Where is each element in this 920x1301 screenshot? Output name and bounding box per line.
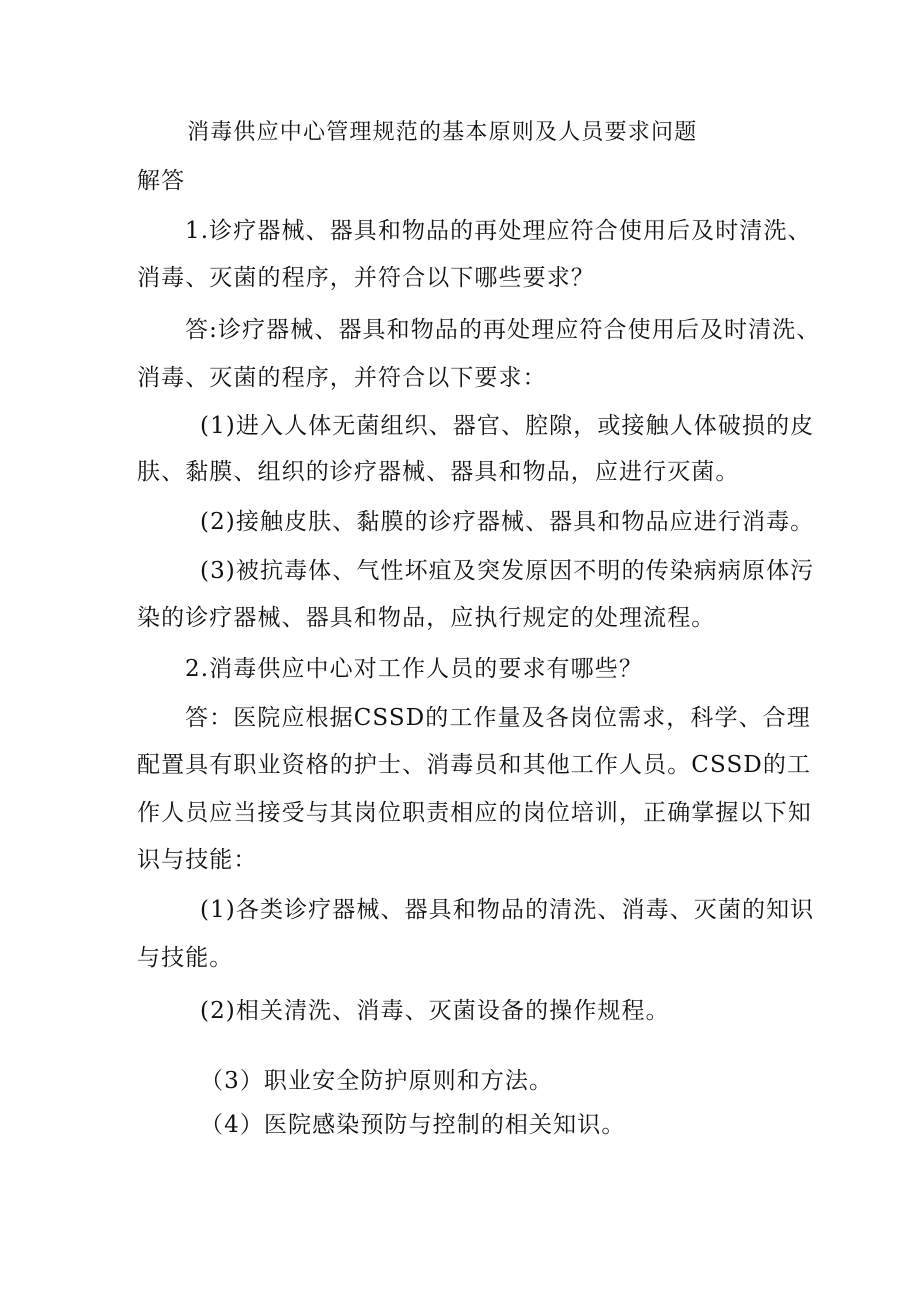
q1-item-1-line-1: (1)进入人体无菌组织、器官、腔隙，或接触人体破损的皮: [200, 413, 815, 439]
q1-item-2-line-1: (2)接触皮肤、黏膜的诊疗器械、器具和物品应进行消毒。: [200, 509, 815, 535]
q2-item-3-line-1: （3）职业安全防护原则和方法。: [200, 1068, 554, 1094]
q2-answer-line-4: 识与技能：: [137, 847, 258, 873]
q1-answer-line-2: 消毒、灭菌的程序，并符合以下要求：: [137, 365, 547, 391]
q2-question-line-1: 2.消毒供应中心对工作人员的要求有哪些？: [185, 656, 643, 682]
q2-answer-line-2: 配置具有职业资格的护士、消毒员和其他工作人员。CSSD的工: [137, 752, 812, 778]
q1-item-1-line-2: 肤、黏膜、组织的诊疗器械、器具和物品，应进行灭菌。: [137, 459, 740, 485]
q1-question-line-1: 1.诊疗器械、器具和物品的再处理应符合使用后及时清洗、: [185, 218, 812, 244]
q1-item-3-line-2: 染的诊疗器械、器具和物品，应执行规定的处理流程。: [137, 605, 716, 631]
q2-answer-line-3: 作人员应当接受与其岗位职责相应的岗位培训，正确掌握以下知: [137, 800, 812, 826]
document-title: 消毒供应中心管理规范的基本原则及人员要求问题: [187, 120, 698, 145]
section-label: 解答: [137, 168, 186, 194]
q2-item-2-line-1: (2)相关清洗、消毒、灭菌设备的操作规程。: [200, 998, 670, 1024]
q2-item-4-line-1: （4）医院感染预防与控制的相关知识。: [200, 1112, 626, 1138]
q2-answer-line-1: 答：医院应根据CSSD的工作量及各岗位需求，科学、合理: [185, 705, 811, 731]
q1-item-3-line-1: (3)被抗毒体、气性坏疽及突发原因不明的传染病病原体污: [200, 558, 815, 584]
q2-item-1-line-1: (1)各类诊疗器械、器具和物品的清洗、消毒、灭菌的知识: [200, 897, 815, 923]
q1-question-line-2: 消毒、灭菌的程序，并符合以下哪些要求？: [137, 265, 595, 291]
q2-item-1-line-2: 与技能。: [137, 945, 234, 971]
q1-answer-line-1: 答:诊疗器械、器具和物品的再处理应符合使用后及时清洗、: [185, 317, 821, 343]
